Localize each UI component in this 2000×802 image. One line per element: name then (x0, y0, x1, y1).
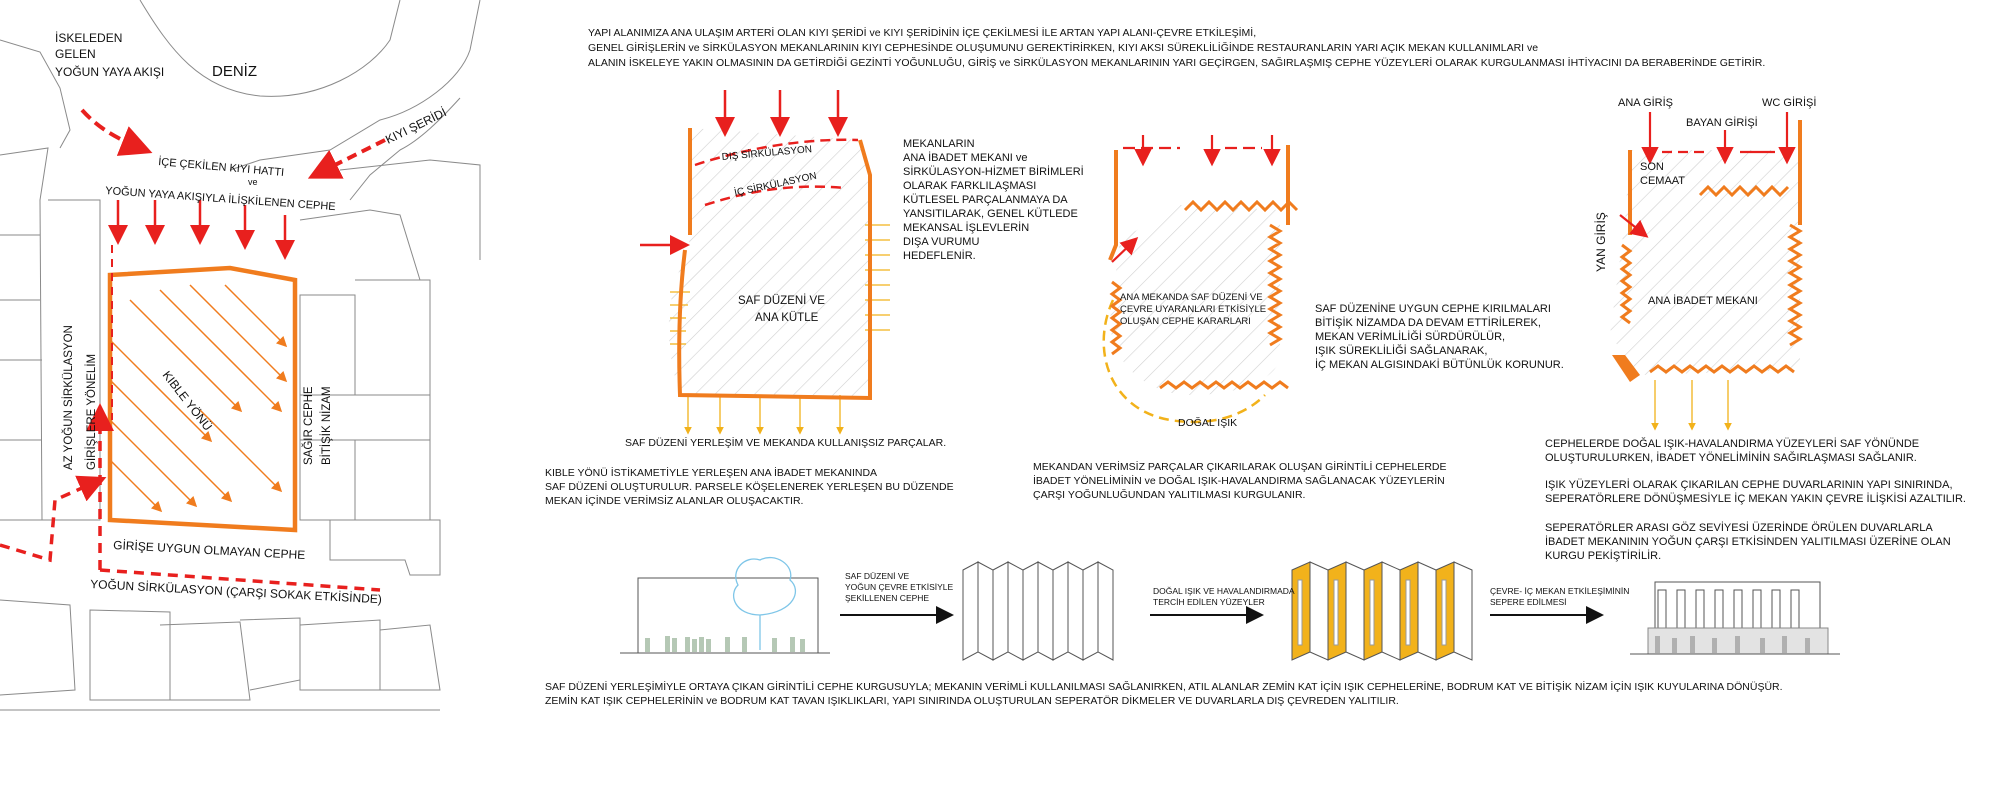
d3-caption-1 (1545, 437, 1919, 465)
d3-caption2-line-1: IŞIK YÜZEYLERİ OLARAK ÇIKARILAN CEPHE DUVARLARININ YAPI SINIRINDA, (1545, 479, 1953, 491)
d1-side-line-7: MEKANSAL İŞLEVLERİN (903, 222, 1030, 234)
d3-side-entry-label: YAN GİRİŞ (1594, 212, 1608, 272)
bottom-facade-label: GİRİŞE UYGUN OLMAYAN CEPHE (112, 538, 306, 563)
diagram-2 (1104, 135, 1297, 429)
d2-side-line-3: MEKAN VERİMLİLİĞİ SÜRDÜRÜLÜR, (1315, 331, 1506, 343)
d1-side-line-3: SİRKÜLASYON-HİZMET BİRİMLERİ (903, 166, 1084, 178)
seq-elevation (620, 558, 830, 653)
intro-line-2: GENEL GİRİŞLERİN ve SİRKÜLASYON MEKANLARININ KIYI CEPHESİNDE OLUŞUMUNU GEREKTİRİRKEN, KIYI AKSI SÜREKLİLİĞİNDE RESTAURANLARIN YARI AÇIK MEKAN KULLANIMLARI ve (588, 42, 1539, 54)
d3-hall-label: ANA İBADET MEKANI (1648, 295, 1758, 307)
seq-folded-facade (963, 562, 1113, 660)
d1-mass (669, 128, 870, 398)
d1-outer-circ-label: DIŞ SİRKÜLASYON (721, 144, 813, 163)
d2-side-line-5: İÇ MEKAN ALGISINDAKİ BÜTÜNLÜK KORUNUR. (1315, 359, 1564, 371)
seq-light-surfaces (1292, 562, 1472, 660)
d2-light-label: DOĞAL IŞIK (1178, 417, 1238, 429)
d1-caption-line-3: MEKAN İÇİNDE VERİMSİZ ALANLAR OLUŞACAKTIR. (545, 495, 804, 507)
pier-label-2: GELEN (55, 47, 96, 61)
intro-line-1: YAPI ALANIMIZA ANA ULAŞIM ARTERİ OLAN KIYI ŞERİDİ ve KIYI ŞERİDİNİN İÇE ÇEKİLMESİ İLE ARTAN YAPI ALANI-ÇEVRE ETKİLEŞİMİ, (588, 27, 1257, 39)
site-plan (0, 0, 480, 710)
final-line-2: ZEMİN KAT IŞIK CEPHELERİNİN ve BODRUM KAT TAVAN IŞIKLIKLARI, YAPI SINIRINDA OLUŞTURULAN SEPERATÖR DİKMELER VE DUVARLARLA DIŞ ÇEVREDEN YALITILIR. (545, 695, 1399, 707)
d3-gold-arrows (1655, 380, 1728, 428)
pedestrian-flow-arrows (0, 110, 385, 590)
qibla-arrows (110, 285, 285, 510)
right-label-2: BİTİŞİK NİZAM (321, 386, 333, 465)
seq-step3-label-2: SEPERE EDİLMESİ (1490, 597, 1567, 607)
pier-label-3: YOĞUN YAYA AKIŞI (55, 65, 165, 79)
d2-inner-label-1: ANA MEKANDA SAF DÜZENİ VE (1120, 292, 1263, 303)
sea-label: DENİZ (212, 63, 257, 80)
d1-side-line-8: DIŞA VURUMU (903, 236, 980, 248)
people-figures (645, 636, 805, 652)
d2-caption (1033, 460, 1446, 502)
d2-inner-label-3: OLUŞAN CEPHE KARARLARI (1120, 316, 1251, 327)
qibla-label: KIBLE YÖNÜ (159, 368, 215, 434)
d3-caption1-line-1: CEPHELERDE DOĞAL IŞIK-HAVALANDIRMA YÜZEYLERİ SAF YÖNÜNDE (1545, 438, 1920, 450)
d3-wc-entry-label: WC GİRİŞİ (1762, 97, 1817, 109)
diagram-3 (1594, 96, 1816, 428)
d1-side-line-9: HEDEFLENİR. (903, 250, 976, 262)
d1-bottom-label: SAF DÜZENİ YERLEŞİM VE MEKANDA KULLANIŞSIZ PARÇALAR. (625, 437, 947, 449)
d1-caption-line-1: KIBLE YÖNÜ İSTİKAMETİYLE YERLEŞEN ANA İBADET MEKANINDA (545, 467, 878, 479)
diagram-1 (625, 90, 946, 449)
d2-outline-left (1110, 150, 1116, 260)
d1-inner-circ-label: İÇ SİRKÜLASYON (733, 170, 818, 199)
seq-separator-elevation (1630, 582, 1840, 654)
intro-paragraph (588, 26, 1765, 71)
d1-side-line-1: MEKANLARIN (903, 138, 975, 150)
seq-step2-label-1: DOĞAL IŞIK VE HAVALANDIRMADA (1153, 586, 1295, 596)
d3-main-entry-label: ANA GİRİŞ (1618, 97, 1674, 109)
d3-caption3-line-2: İBADET MEKANININ YOĞUN ÇARŞI ETKİSİNDEN YALITILMASI ÜZERİNE OLAN (1545, 536, 1951, 548)
left-label-2: GİRİŞLERE YÖNELİM (86, 353, 98, 470)
street-label: YOĞUN SİRKÜLASYON (ÇARŞI SOKAK ETKİSİNDE) (89, 577, 383, 607)
pier-label-1: İSKELEDEN (55, 31, 123, 45)
seq-step3-label-1: ÇEVRE- İÇ MEKAN ETKİLEŞİMİNİN (1490, 586, 1630, 596)
final-line-1: SAF DÜZENİ YERLEŞİMİYLE ORTAYA ÇIKAN GİRİNTİLİ CEPHE KURGUSUYLA; MEKANIN VERİMLİ KULLANILMASI SAĞLANIRKEN, ATIL ALANLAR ZEMİN KAT İÇİN IŞIK CEPHELERİNE, BODRUM KAT VE BİTİŞİK NİZAM İÇİN IŞIK KUYULARINA DÖNÜŞÜR. (545, 681, 1783, 693)
d3-caption1-line-2: OLUŞTURULURKEN, İBADET YÖNELİMİNİN SAĞIRLAŞMASI SAĞLANIR. (1545, 452, 1917, 464)
d1-caption-line-2: SAF DÜZENİ OLUŞTURULUR. PARSELE KÖŞELENEREK YERLEŞEN BU DÜZENDE (545, 481, 954, 493)
seq-step1-label-3: ŞEKİLLENEN CEPHE (845, 593, 930, 603)
d2-caption-line-1: MEKANDAN VERİMSİZ PARÇALAR ÇIKARILARAK OLUŞAN GİRİNTİLİ CEPHELERDE (1033, 461, 1447, 473)
d2-side-line-1: SAF DÜZENİNE UYGUN CEPHE KIRILMALARI (1315, 303, 1551, 315)
d3-women-entry-label: BAYAN GİRİŞİ (1686, 117, 1758, 129)
d1-side-line-4: OLARAK FARKLILAŞMASI (903, 180, 1037, 192)
right-label-1: SAĞIR CEPHE (303, 386, 315, 465)
setback-label-3: YOĞUN YAYA AKIŞIYLA İLİŞKİLENEN CEPHE (104, 185, 336, 214)
seq-step1-label-2: YOĞUN ÇEVRE ETKİSİYLE (845, 582, 954, 592)
d1-side-line-5: KÜTLESEL PARÇALANMAYA DA (903, 194, 1068, 206)
d1-caption (545, 466, 954, 508)
setback-label-2: ve (248, 177, 258, 187)
d3-caption3-line-1: SEPERATÖRLER ARASI GÖZ SEVİYESİ ÜZERİNDE ÖRÜLEN DUVARLARLA (1545, 522, 1933, 534)
seq-step1-label-1: SAF DÜZENİ VE (845, 571, 910, 581)
d3-caption2-line-2: SEPERATÖRLERE DÖNÜŞMESİYLE İÇ MEKAN YAKIN ÇEVRE İLİŞKİSİ AZALTILIR. (1545, 493, 1966, 505)
d2-side-line-2: BİTİŞİK NİZAMDA DA DEVAM ETTİRİLEREK, (1315, 317, 1541, 329)
d3-mass (1610, 150, 1800, 375)
seq-step2-label-2: TERCİH EDİLEN YÜZEYLER (1153, 597, 1265, 607)
d3-congregation-label-1: SON (1640, 161, 1664, 173)
d1-side-line-2: ANA İBADET MEKANI ve (903, 152, 1028, 164)
shore-label: KIYI ŞERİDİ (383, 105, 449, 147)
d3-congregation-label-2: CEMAAT (1640, 175, 1686, 187)
d2-inner-label-2: ÇEVRE UYARANLARI ETKİSİYLE (1120, 304, 1267, 315)
d1-mass-label-2: ANA KÜTLE (755, 312, 819, 324)
final-paragraph (545, 680, 1783, 708)
facade-sequence (620, 558, 1840, 660)
d2-caption-line-3: ÇARŞI YOĞUNLUĞUNDAN YALITILMASI KURGULANIR. (1033, 489, 1306, 501)
d2-side-line-4: IŞIK SÜREKLİLİĞİ SAĞLANARAK, (1315, 345, 1488, 357)
d2-caption-line-2: İBADET YÖNELİMİNİN ve DOĞAL IŞIK-HAVALANDIRMA SAĞLANACAK YÜZEYLERİN (1033, 475, 1445, 487)
d3-caption-2 (1545, 478, 1966, 506)
d3-caption3-line-3: KURGU PEKİŞTİRİLİR. (1545, 550, 1662, 562)
intro-line-3: ALANIN İSKELEYE YAKIN OLMASININ DA GETİRDİĞİ GEZİNTİ YOĞUNLUĞU, GİRİŞ ve SİRKÜLASYON MEKANLARININ YARI GEÇİRGEN, SAĞIRLAŞMIŞ CEPHE YÜZEYLERİ OLARAK KURGULANMASI İHTİYACINI DA BERABERİNDE GETİRİR. (588, 57, 1766, 69)
d1-side-line-6: YANSITILARAK, GENEL KÜTLEDE (903, 208, 1078, 220)
setback-label-1: İÇE ÇEKİLEN KIYI HATTI (157, 156, 285, 179)
d2-side-text (1315, 302, 1564, 372)
d1-side-text (903, 137, 1084, 263)
d3-caption-3 (1545, 521, 1951, 563)
left-label-1: AZ YOĞUN SİRKÜLASYON (63, 325, 75, 470)
d1-mass-label-1: SAF DÜZENİ VE (738, 295, 825, 307)
